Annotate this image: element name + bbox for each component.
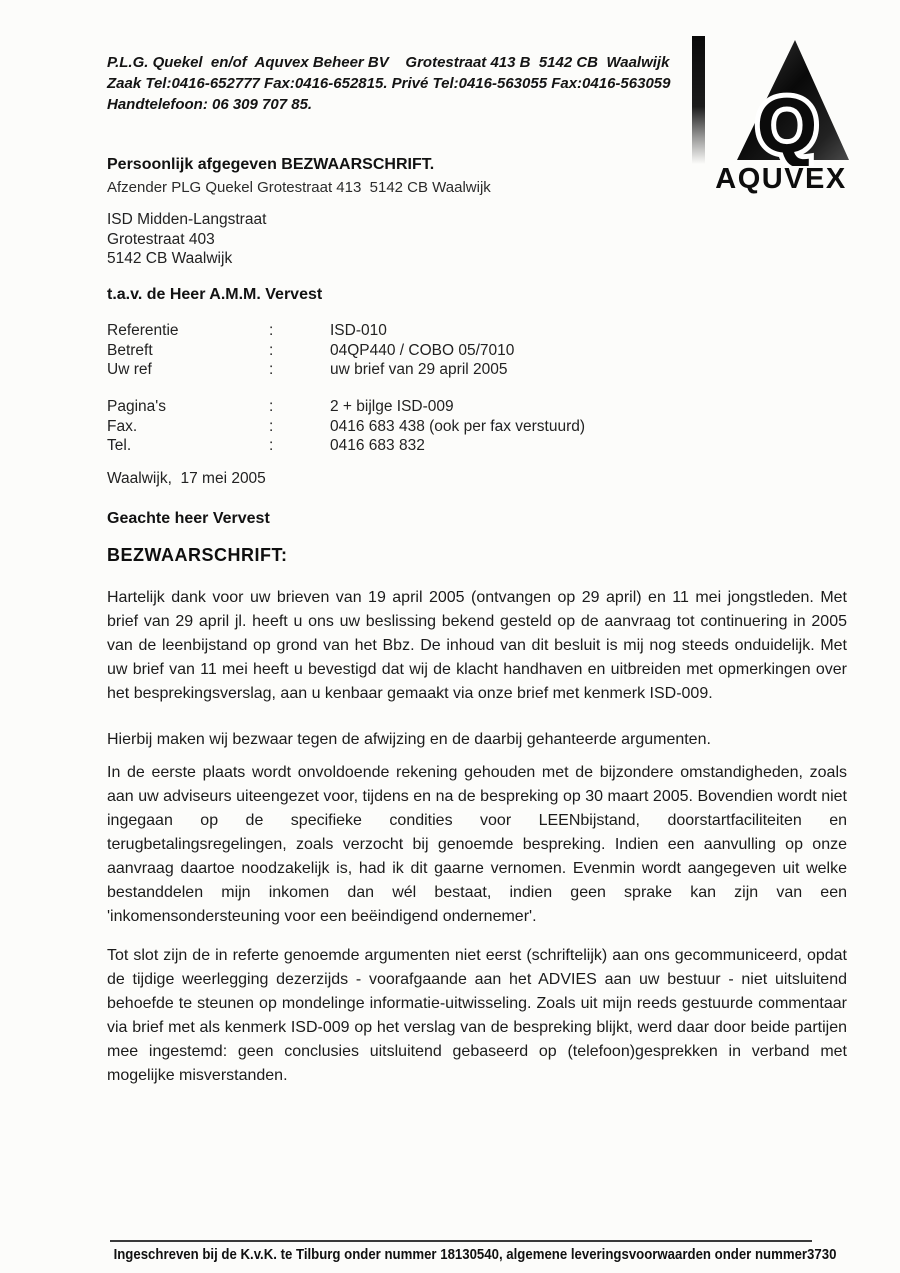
delivery-sender-line: Afzender PLG Quekel Grotestraat 413 5142 CB Waalwijk <box>107 179 491 196</box>
scan-artifact-bar <box>692 36 705 164</box>
ref-separator: : <box>269 361 274 378</box>
reference-block <box>107 321 667 380</box>
ref-value: 0416 683 438 (ook per fax verstuurd) <box>330 417 586 435</box>
reference-row <box>107 360 667 380</box>
subject-heading: BEZWAARSCHRIFT: <box>107 545 288 565</box>
body-paragraph: Hartelijk dank voor uw brieven van 19 april 2005 (ontvangen op 29 april) en 11 mei jongstleden. Met brief van 29 april jl. heeft u ons uw beslissing bekend gesteld op de aanvraag tot continuering in 2005 van de leenbijstand op grond van het Bbz. De inhoud van dit besluit is mij nog steeds onduidelijk. Met uw brief van 11 mei heeft u bevestigd dat wij de klacht handhaven en uitbreiden met opmerkingen over het besprekingsverslag, aan u kenbaar gemaakt via onze brief met kenmerk ISD-009. <box>107 589 847 702</box>
salutation: Geachte heer Vervest <box>107 510 270 527</box>
recipient-city: 5142 CB Waalwijk <box>107 250 233 267</box>
pages-fax-tel-block <box>107 397 667 456</box>
ref-separator: : <box>269 341 274 359</box>
ref-value: ISD-010 <box>330 322 387 339</box>
ref-separator: : <box>269 322 274 339</box>
ref-label: Fax. <box>107 417 138 435</box>
ref-label: Tel. <box>107 437 132 454</box>
ref-separator: : <box>269 398 274 415</box>
attention-line: t.a.v. de Heer A.M.M. Vervest <box>107 286 323 303</box>
sender-name-address: P.L.G. Quekel en/of Aquvex Beheer BV Grotestraat 413 B 5142 CB Waalwijk <box>107 54 670 71</box>
body-paragraph: Hierbij maken wij bezwaar tegen de afwijzing en de daarbij gehanteerde argumenten. <box>107 731 711 748</box>
ref-value: uw brief van 29 april 2005 <box>330 361 508 378</box>
ref-separator: : <box>269 417 274 435</box>
reference-row <box>107 436 667 456</box>
reference-row <box>107 321 667 341</box>
dateline: Waalwijk, 17 mei 2005 <box>107 470 266 487</box>
sender-phone-fax: Zaak Tel:0416-652777 Fax:0416-652815. Privé Tel:0416-563055 Fax:0416-563059 <box>107 75 671 92</box>
footer-divider <box>110 1240 812 1242</box>
body-paragraph: In de eerste plaats wordt onvoldoende rekening gehouden met de bijzondere omstandigheden, zoals aan uw adviseurs uiteengezet voor, tijdens en na de bespreking op 30 maart 2005. Bovendien wordt niet ingegaan op de specifieke condities voor LEENbijstand, doorstartfaciliteiten en terugbetalingsregelingen, zoals verzocht bij genoemde bespreking. Indien een aanvulling op onze aanvraag daartoe noodzakelijk is, had ik dit gaarne vernomen. Evenmin wordt aangegeven uit welke bestanddelen mijn inkomen dan wél bestaat, indien geen sprake kan zijn van een 'inkomensondersteuning voor een beëindigend ondernemer'. <box>107 764 847 925</box>
recipient-address <box>107 210 266 269</box>
ref-separator: : <box>269 437 274 454</box>
ref-value: 0416 683 832 <box>330 437 425 454</box>
sender-mobile: Handtelefoon: 06 309 707 85. <box>107 96 313 113</box>
ref-value: 2 + bijlge ISD-009 <box>330 398 454 415</box>
logo-wordmark: AQUVEX <box>715 163 847 195</box>
recipient-org: ISD Midden-Langstraat <box>107 211 267 228</box>
ref-label: Pagina's <box>107 398 166 415</box>
recipient-street: Grotestraat 403 <box>107 230 215 248</box>
reference-row <box>107 417 667 437</box>
ref-label: Referentie <box>107 322 179 339</box>
ref-value: 04QP440 / COBO 05/7010 <box>330 341 515 359</box>
ref-label: Betreft <box>107 341 153 359</box>
sender-letterhead <box>107 52 670 115</box>
footer-registration-text: Ingeschreven bij de K.v.K. te Tilburg onder nummer 18130540, algemene leveringsvoorwaarden onder nummer3730 <box>113 1246 837 1263</box>
delivery-headline: Persoonlijk afgegeven BEZWAARSCHRIFT. <box>107 156 435 173</box>
body-paragraph: Tot slot zijn de in referte genoemde argumenten niet eerst (schriftelijk) aan ons gecommuniceerd, opdat de tijdige weerlegging dezerzijds - voorafgaande aan het ADVIES aan uw bestuur - niet uitsluitend behoefde te steunen op mondelinge informatie-uitwisseling. Zoals uit mijn reeds gestuurde commentaar via brief met als kenmerk ISD-009 op het verslag van de bespreking blijkt, werd daar door beide partijen mee ingestemd: geen conclusies uitsluitend gebaseerd op (telefoon)gesprekken in verband met mogelijke misverstanden. <box>107 947 847 1084</box>
reference-row <box>107 397 667 417</box>
reference-row <box>107 341 667 361</box>
ref-label: Uw ref <box>107 361 152 378</box>
logo-q-letter: Q <box>756 81 818 166</box>
aquvex-triangle-logo-icon <box>733 36 851 166</box>
